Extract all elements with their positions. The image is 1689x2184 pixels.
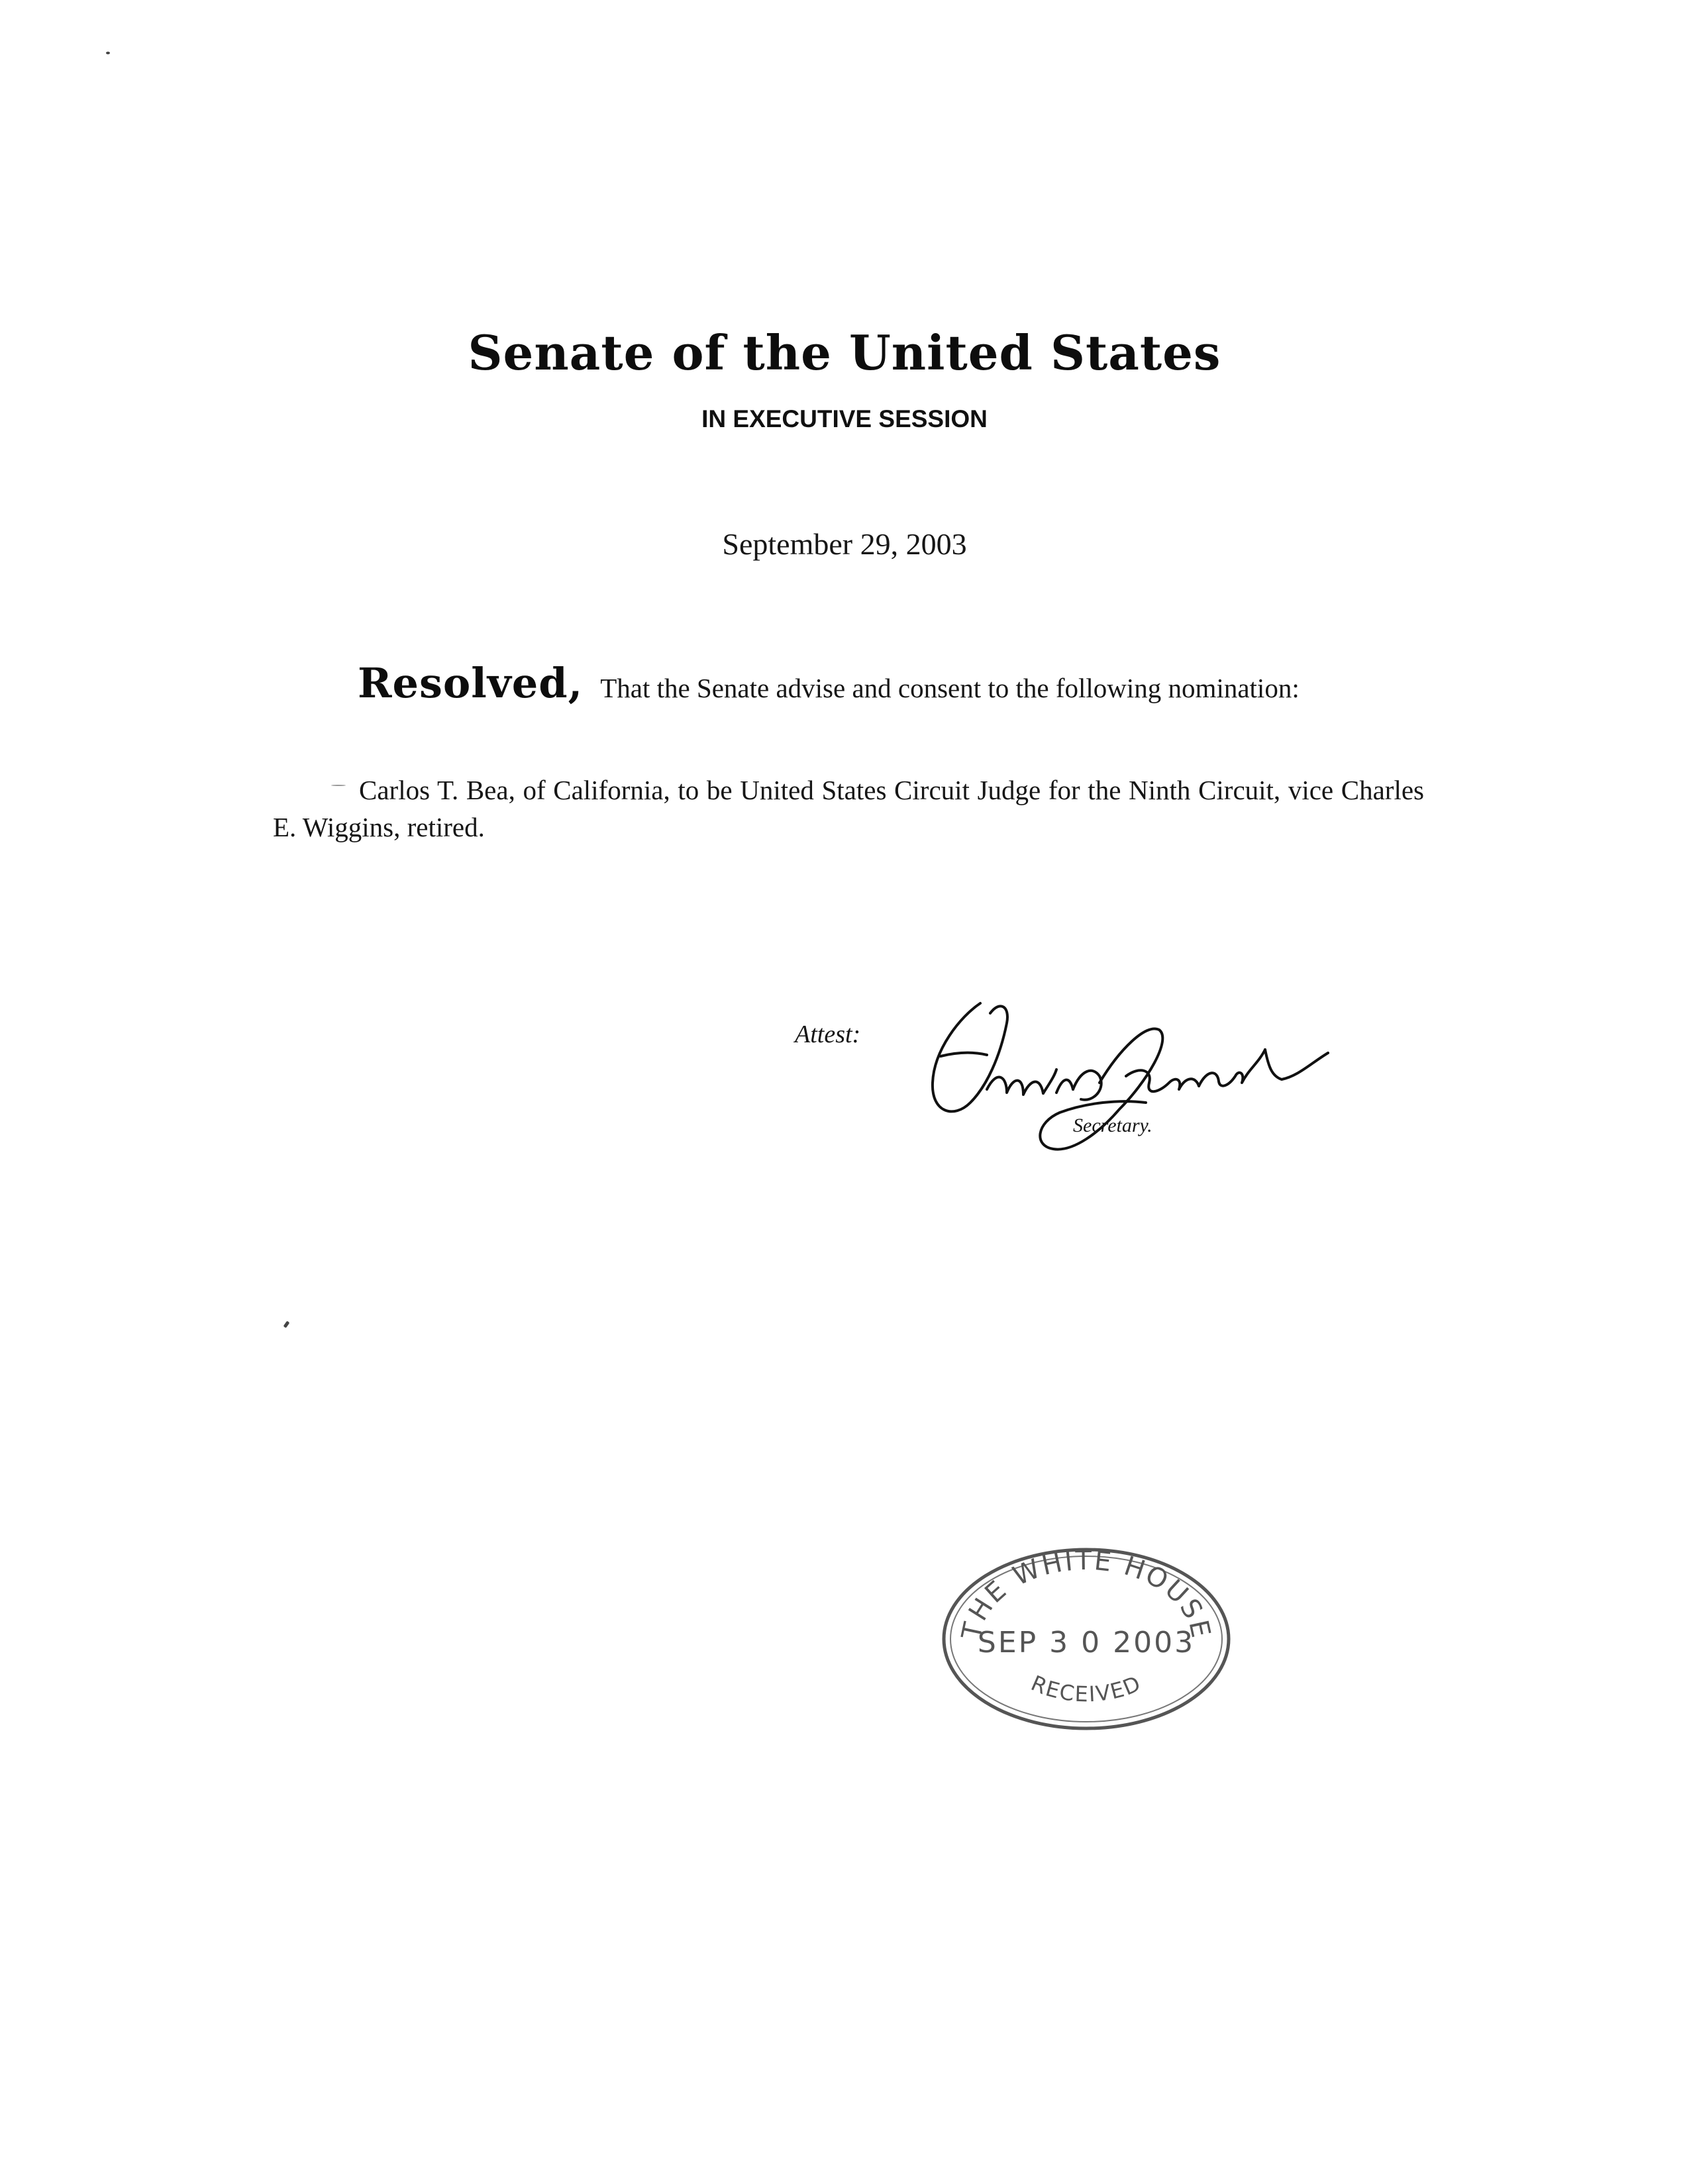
scan-speck: [331, 785, 346, 786]
resolution-line: [358, 659, 1484, 707]
attest-label: Attest:: [795, 1020, 861, 1048]
resolution-text: That the Senate advise and consent to the following nomination:: [600, 673, 1300, 703]
scan-speck: [283, 1320, 290, 1328]
white-house-received-stamp: [934, 1543, 1239, 1735]
resolved-keyword: Resolved,: [358, 659, 584, 707]
handwritten-signature: [907, 977, 1338, 1175]
document-date: September 29, 2003: [722, 527, 967, 561]
session-subtitle: IN EXECUTIVE SESSION: [701, 405, 988, 432]
svg-text:THE WHITE HOUSE: THE WHITE HOUSE: [956, 1545, 1217, 1642]
document-title: Senate of the United States: [468, 324, 1221, 381]
secretary-title: Secretary.: [1073, 1115, 1152, 1136]
svg-text:RECEIVED: RECEIVED: [1027, 1670, 1145, 1707]
nomination-paragraph: Carlos T. Bea, of California, to be United States Circuit Judge for the Ninth Circuit, vice Charles E. Wiggins, retired.: [273, 775, 1424, 842]
scan-speck: [106, 52, 110, 54]
stamp-date: SEP 3 0 2003: [977, 1626, 1196, 1660]
